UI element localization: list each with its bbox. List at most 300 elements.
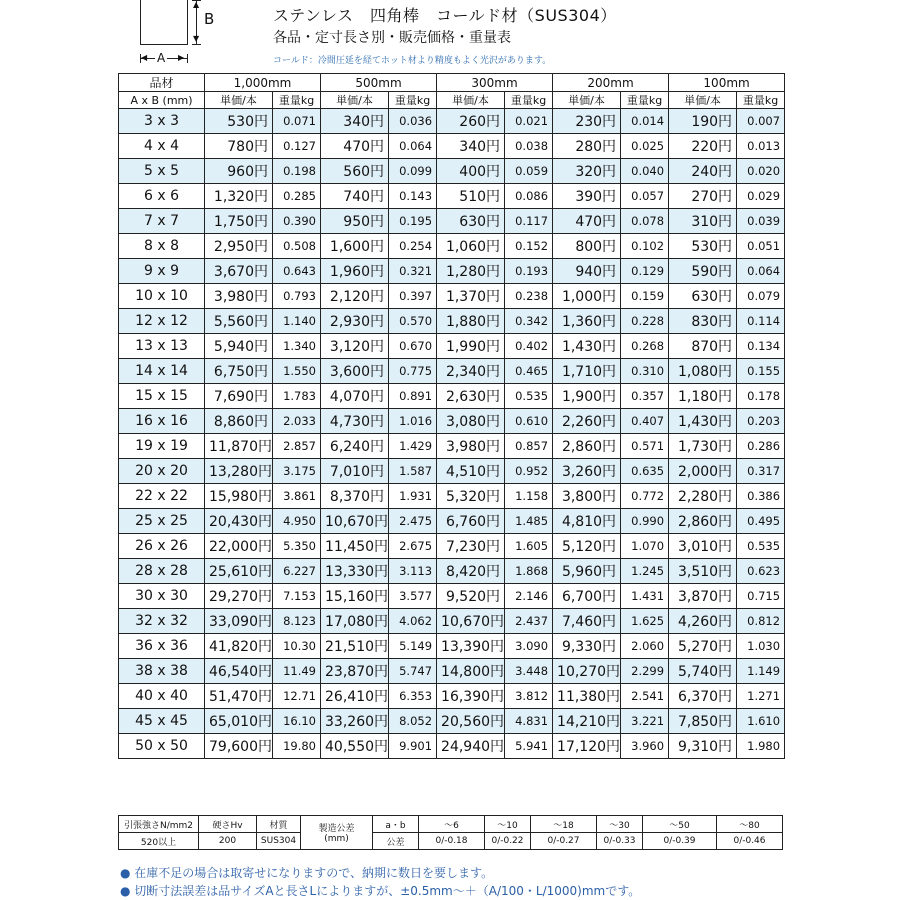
price-cell: 240円 xyxy=(669,159,737,184)
weight-cell: 1.158 xyxy=(505,484,553,509)
range-cell: 〜6 xyxy=(419,816,485,833)
weight-cell: 0.143 xyxy=(389,184,437,209)
size-cell: 32 x 32 xyxy=(119,609,205,634)
header-length-500: 500mm xyxy=(321,74,437,92)
weight-cell: 3.113 xyxy=(389,559,437,584)
table-row xyxy=(119,559,785,584)
price-cell: 1,360円 xyxy=(553,309,621,334)
price-cell: 5,740円 xyxy=(669,659,737,684)
price-cell: 2,260円 xyxy=(553,409,621,434)
price-cell: 870円 xyxy=(669,334,737,359)
table-row xyxy=(119,284,785,309)
table-row xyxy=(119,259,785,284)
price-cell: 2,860円 xyxy=(553,434,621,459)
price-cell: 950円 xyxy=(321,209,389,234)
weight-cell: 1.245 xyxy=(621,559,669,584)
weight-cell: 0.635 xyxy=(621,459,669,484)
price-cell: 1,280円 xyxy=(437,259,505,284)
size-cell: 50 x 50 xyxy=(119,734,205,759)
price-cell: 2,000円 xyxy=(669,459,737,484)
price-cell: 2,630円 xyxy=(437,384,505,409)
price-cell: 3,080円 xyxy=(437,409,505,434)
weight-cell: 7.153 xyxy=(273,584,321,609)
size-cell: 26 x 26 xyxy=(119,534,205,559)
price-cell: 7,460円 xyxy=(553,609,621,634)
price-cell: 1,370円 xyxy=(437,284,505,309)
size-cell: 20 x 20 xyxy=(119,459,205,484)
price-cell: 510円 xyxy=(437,184,505,209)
price-cell: 830円 xyxy=(669,309,737,334)
price-cell: 780円 xyxy=(205,134,273,159)
table-row xyxy=(119,359,785,384)
price-cell: 2,340円 xyxy=(437,359,505,384)
weight-cell: 1.016 xyxy=(389,409,437,434)
weight-cell: 0.114 xyxy=(737,309,785,334)
weight-cell: 0.357 xyxy=(621,384,669,409)
price-cell: 470円 xyxy=(321,134,389,159)
price-cell: 15,160円 xyxy=(321,584,389,609)
weight-cell: 0.203 xyxy=(737,409,785,434)
table-row xyxy=(119,184,785,209)
price-cell: 3,120円 xyxy=(321,334,389,359)
price-cell: 3,870円 xyxy=(669,584,737,609)
weight-cell: 0.286 xyxy=(737,434,785,459)
weight-cell: 0.535 xyxy=(737,534,785,559)
price-cell: 21,510円 xyxy=(321,634,389,659)
table-row xyxy=(119,434,785,459)
price-cell: 270円 xyxy=(669,184,737,209)
weight-cell: 5.350 xyxy=(273,534,321,559)
weight-cell: 1.485 xyxy=(505,509,553,534)
weight-cell: 0.495 xyxy=(737,509,785,534)
weight-cell: 3.221 xyxy=(621,709,669,734)
weight-cell: 0.102 xyxy=(621,234,669,259)
price-cell: 400円 xyxy=(437,159,505,184)
weight-cell: 0.039 xyxy=(737,209,785,234)
weight-cell: 0.386 xyxy=(737,484,785,509)
arrow-down-icon: ▼ xyxy=(193,34,200,43)
price-cell: 2,280円 xyxy=(669,484,737,509)
price-cell: 13,280円 xyxy=(205,459,273,484)
price-cell: 5,960円 xyxy=(553,559,621,584)
tolerance-cell: 0/-0.39 xyxy=(643,833,717,850)
size-cell: 36 x 36 xyxy=(119,634,205,659)
ab-label: a・b xyxy=(373,816,419,833)
price-cell: 20,430円 xyxy=(205,509,273,534)
table-row xyxy=(119,234,785,259)
weight-cell: 1.070 xyxy=(621,534,669,559)
weight-cell: 0.857 xyxy=(505,434,553,459)
price-cell: 11,380円 xyxy=(553,684,621,709)
price-cell: 26,410円 xyxy=(321,684,389,709)
weight-cell: 0.117 xyxy=(505,209,553,234)
price-cell: 10,670円 xyxy=(437,609,505,634)
weight-cell: 10.30 xyxy=(273,634,321,659)
header-price: 単価/本 xyxy=(553,92,621,109)
weight-cell: 1.140 xyxy=(273,309,321,334)
weight-cell: 1.550 xyxy=(273,359,321,384)
weight-cell: 0.193 xyxy=(505,259,553,284)
weight-cell: 8.123 xyxy=(273,609,321,634)
price-cell: 5,270円 xyxy=(669,634,737,659)
size-cell: 7 x 7 xyxy=(119,209,205,234)
weight-cell: 0.508 xyxy=(273,234,321,259)
weight-cell: 0.020 xyxy=(737,159,785,184)
dimension-b-label: B xyxy=(204,10,215,28)
weight-cell: 0.342 xyxy=(505,309,553,334)
weight-cell: 2.299 xyxy=(621,659,669,684)
header-length-1000: 1,000mm xyxy=(205,74,321,92)
weight-cell: 1.149 xyxy=(737,659,785,684)
price-cell: 13,390円 xyxy=(437,634,505,659)
price-cell: 3,010円 xyxy=(669,534,737,559)
weight-cell: 1.030 xyxy=(737,634,785,659)
price-cell: 590円 xyxy=(669,259,737,284)
weight-cell: 0.465 xyxy=(505,359,553,384)
table-row xyxy=(119,409,785,434)
price-cell: 4,810円 xyxy=(553,509,621,534)
price-cell: 8,860円 xyxy=(205,409,273,434)
weight-cell: 0.643 xyxy=(273,259,321,284)
price-cell: 3,670円 xyxy=(205,259,273,284)
weight-cell: 0.040 xyxy=(621,159,669,184)
price-cell: 3,980円 xyxy=(205,284,273,309)
weight-cell: 0.079 xyxy=(737,284,785,309)
price-cell: 9,330円 xyxy=(553,634,621,659)
weight-cell: 5.941 xyxy=(505,734,553,759)
price-cell: 2,930円 xyxy=(321,309,389,334)
price-cell: 7,230円 xyxy=(437,534,505,559)
tolerance-cell: 0/-0.18 xyxy=(419,833,485,850)
size-cell: 12 x 12 xyxy=(119,309,205,334)
header-weight: 重量kg xyxy=(389,92,437,109)
price-cell: 1,180円 xyxy=(669,384,737,409)
weight-cell: 0.198 xyxy=(273,159,321,184)
weight-cell: 2.475 xyxy=(389,509,437,534)
header-price: 単価/本 xyxy=(205,92,273,109)
weight-cell: 0.952 xyxy=(505,459,553,484)
range-cell: 〜18 xyxy=(531,816,597,833)
weight-cell: 3.175 xyxy=(273,459,321,484)
weight-cell: 6.353 xyxy=(389,684,437,709)
price-cell: 5,120円 xyxy=(553,534,621,559)
bullet-icon: ● xyxy=(120,866,135,880)
price-cell: 3,260円 xyxy=(553,459,621,484)
price-cell: 1,000円 xyxy=(553,284,621,309)
weight-cell: 1.783 xyxy=(273,384,321,409)
table-row xyxy=(119,109,785,134)
weight-cell: 0.013 xyxy=(737,134,785,159)
price-cell: 560円 xyxy=(321,159,389,184)
price-cell: 79,600円 xyxy=(205,734,273,759)
price-cell: 960円 xyxy=(205,159,273,184)
weight-cell: 0.064 xyxy=(389,134,437,159)
weight-cell: 11.49 xyxy=(273,659,321,684)
weight-cell: 3.861 xyxy=(273,484,321,509)
table-row xyxy=(119,134,785,159)
size-cell: 38 x 38 xyxy=(119,659,205,684)
tolerance-cell: 0/-0.27 xyxy=(531,833,597,850)
weight-cell: 2.033 xyxy=(273,409,321,434)
price-cell: 390円 xyxy=(553,184,621,209)
price-cell: 1,730円 xyxy=(669,434,737,459)
tolerance-cell: 0/-0.33 xyxy=(597,833,643,850)
price-cell: 4,510円 xyxy=(437,459,505,484)
dimension-b-tick-bottom xyxy=(192,44,201,45)
weight-cell: 0.025 xyxy=(621,134,669,159)
tol-label: 公差 xyxy=(373,833,419,850)
price-cell: 25,610円 xyxy=(205,559,273,584)
price-cell: 340円 xyxy=(321,109,389,134)
table-row xyxy=(119,634,785,659)
size-cell: 14 x 14 xyxy=(119,359,205,384)
weight-cell: 2.437 xyxy=(505,609,553,634)
size-cell: 22 x 22 xyxy=(119,484,205,509)
price-cell: 340円 xyxy=(437,134,505,159)
price-cell: 310円 xyxy=(669,209,737,234)
weight-cell: 0.051 xyxy=(737,234,785,259)
material-label: 材質 xyxy=(257,816,301,833)
header-price: 単価/本 xyxy=(437,92,505,109)
weight-cell: 0.891 xyxy=(389,384,437,409)
range-cell: 〜50 xyxy=(643,816,717,833)
price-cell: 1,880円 xyxy=(437,309,505,334)
price-cell: 11,450円 xyxy=(321,534,389,559)
weight-cell: 0.014 xyxy=(621,109,669,134)
size-cell: 15 x 15 xyxy=(119,384,205,409)
weight-cell: 0.064 xyxy=(737,259,785,284)
weight-cell: 1.931 xyxy=(389,484,437,509)
weight-cell: 1.868 xyxy=(505,559,553,584)
price-cell: 16,390円 xyxy=(437,684,505,709)
weight-cell: 0.623 xyxy=(737,559,785,584)
range-cell: 〜10 xyxy=(485,816,531,833)
note-text: 切断寸法誤差は品サイズAと長さLによりますが、±0.5mm〜＋（A/100・L/1000)mmです。 xyxy=(134,884,641,898)
weight-cell: 0.078 xyxy=(621,209,669,234)
tolerance-cell: 0/-0.46 xyxy=(717,833,783,850)
price-cell: 1,060円 xyxy=(437,234,505,259)
price-cell: 1,430円 xyxy=(669,409,737,434)
table-row xyxy=(119,684,785,709)
price-cell: 280円 xyxy=(553,134,621,159)
table-row xyxy=(119,734,785,759)
weight-cell: 8.052 xyxy=(389,709,437,734)
tolerance-label-line1: 製造公差 xyxy=(318,824,355,834)
dimension-diagram xyxy=(120,0,220,70)
price-cell: 6,370円 xyxy=(669,684,737,709)
page-subtitle: 各品・定寸長さ別・販売価格・重量表 xyxy=(273,30,511,46)
weight-cell: 0.670 xyxy=(389,334,437,359)
weight-cell: 0.715 xyxy=(737,584,785,609)
weight-cell: 2.675 xyxy=(389,534,437,559)
price-cell: 320円 xyxy=(553,159,621,184)
tensile-label: 引張強さN/mm2 xyxy=(119,816,199,833)
table-body xyxy=(119,109,785,759)
price-cell: 65,010円 xyxy=(205,709,273,734)
weight-cell: 3.090 xyxy=(505,634,553,659)
price-cell: 630円 xyxy=(437,209,505,234)
price-cell: 3,510円 xyxy=(669,559,737,584)
table-row xyxy=(119,334,785,359)
price-cell: 14,800円 xyxy=(437,659,505,684)
weight-cell: 0.152 xyxy=(505,234,553,259)
price-cell: 7,850円 xyxy=(669,709,737,734)
header-weight: 重量kg xyxy=(621,92,669,109)
header-weight: 重量kg xyxy=(273,92,321,109)
weight-cell: 0.178 xyxy=(737,384,785,409)
header-material: 品材 xyxy=(119,74,205,92)
price-cell: 46,540円 xyxy=(205,659,273,684)
weight-cell: 0.407 xyxy=(621,409,669,434)
hardness-value: 200 xyxy=(199,833,257,850)
weight-cell: 0.397 xyxy=(389,284,437,309)
weight-cell: 0.036 xyxy=(389,109,437,134)
price-cell: 13,330円 xyxy=(321,559,389,584)
weight-cell: 0.535 xyxy=(505,384,553,409)
price-cell: 14,210円 xyxy=(553,709,621,734)
weight-cell: 0.317 xyxy=(737,459,785,484)
weight-cell: 0.285 xyxy=(273,184,321,209)
price-cell: 41,820円 xyxy=(205,634,273,659)
dimension-a-label: A xyxy=(157,51,166,65)
arrow-up-icon: ▲ xyxy=(193,0,200,9)
price-cell: 4,730円 xyxy=(321,409,389,434)
size-cell: 10 x 10 xyxy=(119,284,205,309)
size-cell: 30 x 30 xyxy=(119,584,205,609)
square-bar-diagram xyxy=(140,0,188,45)
price-cell: 7,690円 xyxy=(205,384,273,409)
size-cell: 6 x 6 xyxy=(119,184,205,209)
weight-cell: 4.831 xyxy=(505,709,553,734)
price-cell: 800円 xyxy=(553,234,621,259)
weight-cell: 5.149 xyxy=(389,634,437,659)
material-value: SUS304 xyxy=(257,833,301,850)
price-cell: 3,600円 xyxy=(321,359,389,384)
weight-cell: 0.127 xyxy=(273,134,321,159)
weight-cell: 1.610 xyxy=(737,709,785,734)
price-cell: 1,960円 xyxy=(321,259,389,284)
weight-cell: 0.571 xyxy=(621,434,669,459)
weight-cell: 0.772 xyxy=(621,484,669,509)
table-row xyxy=(119,534,785,559)
price-cell: 6,750円 xyxy=(205,359,273,384)
weight-cell: 3.812 xyxy=(505,684,553,709)
weight-cell: 0.812 xyxy=(737,609,785,634)
price-cell: 470円 xyxy=(553,209,621,234)
table-row xyxy=(119,209,785,234)
price-weight-table xyxy=(118,73,785,759)
price-cell: 7,010円 xyxy=(321,459,389,484)
header-length-300: 300mm xyxy=(437,74,553,92)
weight-cell: 0.086 xyxy=(505,184,553,209)
range-cell: 〜30 xyxy=(597,816,643,833)
price-cell: 1,430円 xyxy=(553,334,621,359)
price-cell: 9,310円 xyxy=(669,734,737,759)
price-cell: 33,090円 xyxy=(205,609,273,634)
table-row xyxy=(119,459,785,484)
price-cell: 9,520円 xyxy=(437,584,505,609)
weight-cell: 0.159 xyxy=(621,284,669,309)
size-cell: 9 x 9 xyxy=(119,259,205,284)
table-row xyxy=(119,309,785,334)
price-cell: 17,120円 xyxy=(553,734,621,759)
weight-cell: 2.060 xyxy=(621,634,669,659)
weight-cell: 0.195 xyxy=(389,209,437,234)
weight-cell: 19.80 xyxy=(273,734,321,759)
arrow-left-icon: ◀ xyxy=(141,53,148,62)
header-weight: 重量kg xyxy=(505,92,553,109)
weight-cell: 4.950 xyxy=(273,509,321,534)
page-title: ステンレス 四角棒 コールド材（SUS304） xyxy=(273,6,617,25)
price-cell: 740円 xyxy=(321,184,389,209)
price-cell: 1,320円 xyxy=(205,184,273,209)
weight-cell: 0.071 xyxy=(273,109,321,134)
tensile-value: 520以上 xyxy=(119,833,199,850)
weight-cell: 0.321 xyxy=(389,259,437,284)
weight-cell: 0.793 xyxy=(273,284,321,309)
weight-cell: 16.10 xyxy=(273,709,321,734)
table-row xyxy=(119,484,785,509)
price-cell: 15,980円 xyxy=(205,484,273,509)
note-text: 在庫不足の場合は取寄せになりますので、納期に数日を要します。 xyxy=(134,866,494,880)
table-row xyxy=(119,659,785,684)
price-cell: 1,600円 xyxy=(321,234,389,259)
weight-cell: 0.775 xyxy=(389,359,437,384)
weight-cell: 0.029 xyxy=(737,184,785,209)
price-cell: 1,750円 xyxy=(205,209,273,234)
price-cell: 23,870円 xyxy=(321,659,389,684)
tolerance-label-line2: (mm) xyxy=(324,834,349,844)
price-cell: 5,940円 xyxy=(205,334,273,359)
weight-cell: 9.901 xyxy=(389,734,437,759)
header-length-100: 100mm xyxy=(669,74,785,92)
table-row xyxy=(119,609,785,634)
bullet-icon: ● xyxy=(120,884,135,898)
weight-cell: 12.71 xyxy=(273,684,321,709)
note-item xyxy=(120,864,640,882)
price-cell: 5,320円 xyxy=(437,484,505,509)
size-cell: 16 x 16 xyxy=(119,409,205,434)
size-cell: 28 x 28 xyxy=(119,559,205,584)
price-cell: 20,560円 xyxy=(437,709,505,734)
weight-cell: 0.610 xyxy=(505,409,553,434)
price-cell: 2,950円 xyxy=(205,234,273,259)
weight-cell: 0.007 xyxy=(737,109,785,134)
table-row xyxy=(119,509,785,534)
price-cell: 6,760円 xyxy=(437,509,505,534)
price-cell: 260円 xyxy=(437,109,505,134)
price-cell: 29,270円 xyxy=(205,584,273,609)
weight-cell: 1.271 xyxy=(737,684,785,709)
weight-cell: 1.340 xyxy=(273,334,321,359)
price-cell: 3,980円 xyxy=(437,434,505,459)
size-cell: 25 x 25 xyxy=(119,509,205,534)
price-cell: 2,860円 xyxy=(669,509,737,534)
price-cell: 1,080円 xyxy=(669,359,737,384)
range-cell: 〜80 xyxy=(717,816,783,833)
price-cell: 10,670円 xyxy=(321,509,389,534)
size-cell: 40 x 40 xyxy=(119,684,205,709)
weight-cell: 2.857 xyxy=(273,434,321,459)
price-cell: 1,900円 xyxy=(553,384,621,409)
weight-cell: 0.134 xyxy=(737,334,785,359)
price-cell: 230円 xyxy=(553,109,621,134)
weight-cell: 1.429 xyxy=(389,434,437,459)
table-row xyxy=(119,384,785,409)
weight-cell: 6.227 xyxy=(273,559,321,584)
size-cell: 8 x 8 xyxy=(119,234,205,259)
tolerance-label xyxy=(301,816,373,850)
